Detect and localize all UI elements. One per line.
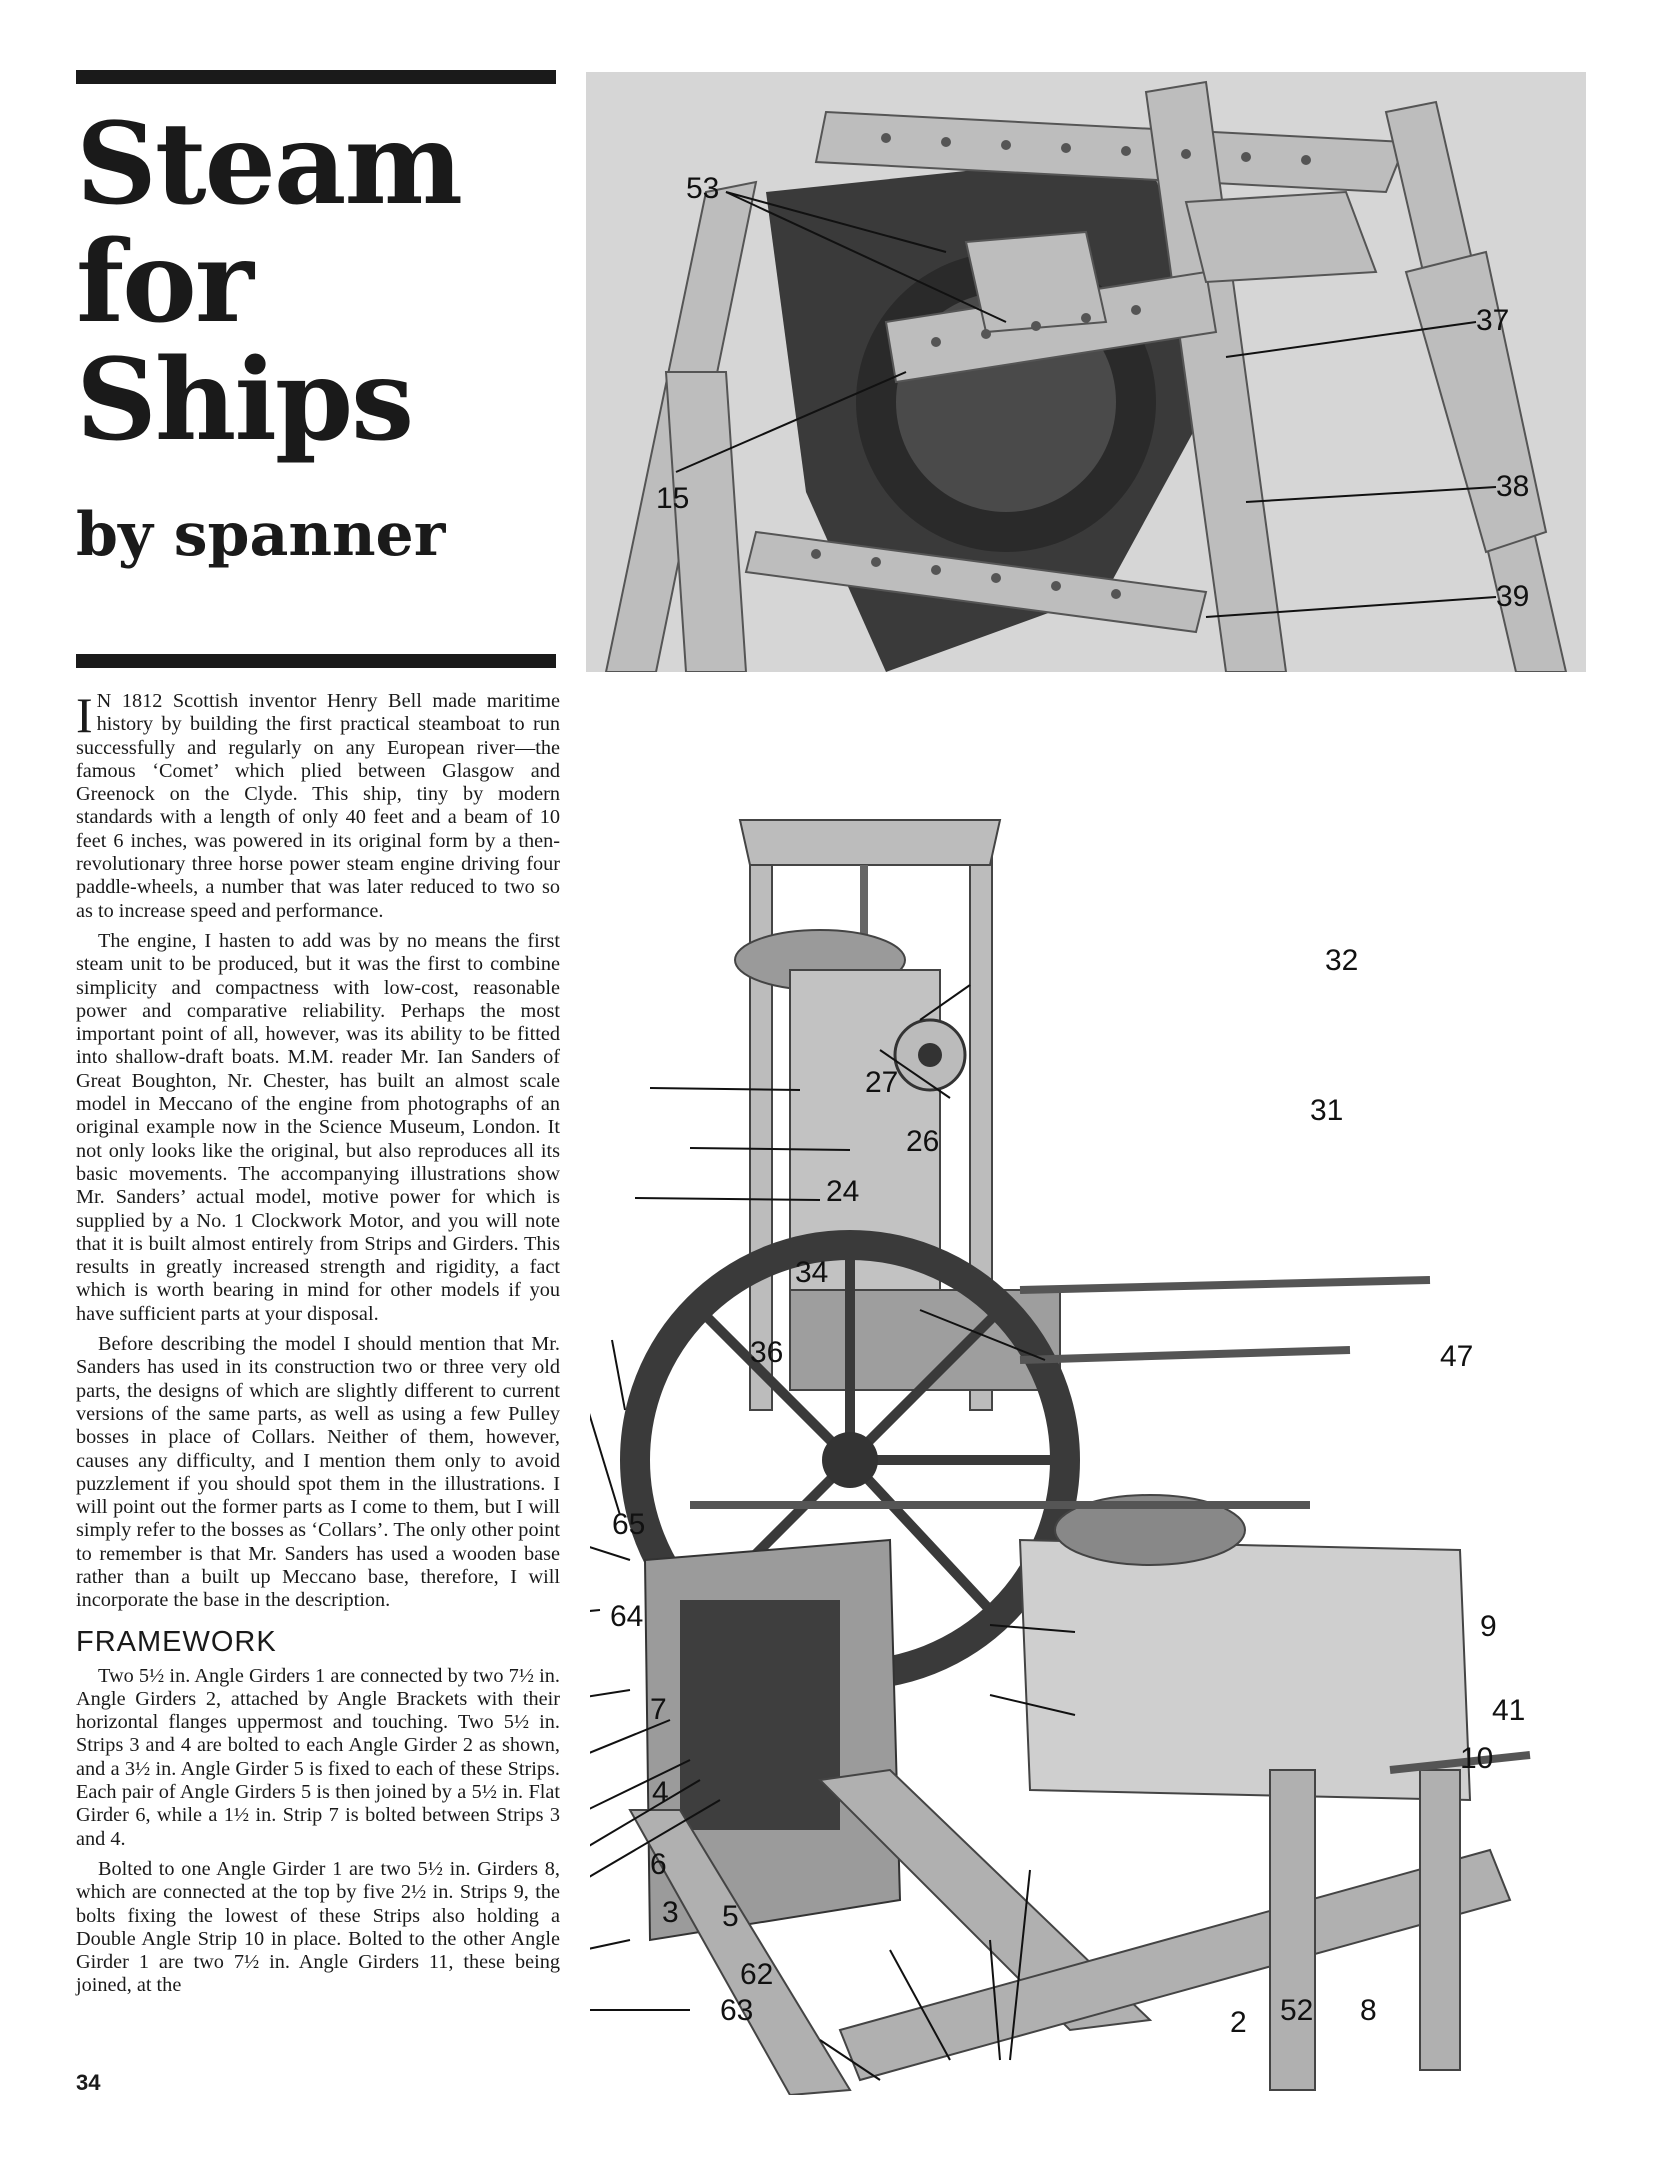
article-body — [76, 687, 560, 2005]
callout-label: 10 — [1460, 1742, 1494, 1775]
callout-label: 37 — [1476, 304, 1510, 337]
title-rule-top — [76, 70, 556, 84]
model-closeup-photo — [586, 72, 1586, 672]
callout-label: 2 — [1230, 2006, 1247, 2039]
callout-label: 4 — [652, 1776, 669, 1809]
callout-label: 8 — [1360, 1994, 1377, 2027]
model-full-photo — [590, 770, 1590, 2095]
title-line-1: Steam — [76, 99, 461, 230]
callout-label: 7 — [650, 1693, 667, 1726]
paragraph-text: N 1812 Scottish inventor Henry Bell made maritime history by building the first practical steamboat to run successfully and regularly on any European river—the famous ‘Comet’ which plied between Glasgow and Greenock on the Clyde. This ship, tiny by modern standards with a length of only 40 feet and a beam of 10 feet 6 inches, was powered in its original form by a then-revolutionary three horse power steam engine driving four paddle-wheels, a number that was later reduced to two so as to increase speed and performance. — [76, 690, 560, 922]
callout-label: 65 — [612, 1508, 646, 1541]
byline: by spanner — [76, 500, 446, 570]
article-title — [76, 99, 556, 466]
model-full-illustration — [590, 770, 1590, 2095]
callout-label: 63 — [720, 1994, 754, 2027]
callout-label: 15 — [656, 482, 690, 515]
callout-label: 47 — [1440, 1340, 1474, 1373]
callout-label: 62 — [740, 1958, 774, 1991]
callout-label: 26 — [906, 1125, 940, 1158]
drop-cap: I — [76, 687, 93, 743]
section-heading: FRAMEWORK — [76, 1625, 277, 1658]
title-line-3: Ships — [76, 335, 413, 466]
callout-label: 32 — [1325, 944, 1359, 977]
article-paragraph: Two 5½ in. Angle Girders 1 are connected by two 7½ in. Angle Girders 2, attached by Angle Brackets with their horizontal flanges uppermost and touching. Two 5½ in. Strips 3 and 4 are bolted to each Angle Girder 2 as shown, and a 3½ in. Angle Girder 5 is fixed to each of these Strips. Each pair of Angle Girders 5 is then joined by a 5½ in. Flat Girder 6, while a 1½ in. Strip 7 is bolted between Strips 3 and 4. — [76, 1664, 560, 1850]
callout-label: 34 — [795, 1256, 829, 1289]
model-closeup-illustration — [586, 72, 1586, 672]
page-number: 34 — [76, 2070, 101, 2095]
callout-label: 38 — [1496, 470, 1530, 503]
callout-label: 52 — [1280, 1994, 1314, 2027]
callout-label: 53 — [686, 172, 720, 205]
callout-label: 6 — [650, 1848, 667, 1881]
callout-label: 31 — [1310, 1094, 1344, 1127]
title-line-2: for — [76, 217, 252, 348]
article-paragraph — [76, 687, 560, 923]
callout-label: 24 — [826, 1175, 860, 1208]
callout-label: 3 — [662, 1896, 679, 1929]
callout-label: 36 — [750, 1336, 784, 1369]
callout-label: 27 — [865, 1066, 899, 1099]
callout-label: 39 — [1496, 580, 1530, 613]
callout-label: 5 — [722, 1900, 739, 1933]
article-paragraph: Before describing the model I should mention that Mr. Sanders has used in its construction two or three very old parts, the designs of which are slightly different to current versions of the same parts, as well as using a few Pulley bosses in place of Collars. Neither of them, however, causes any difficulty, and I mention them only to avoid puzzlement if you should spot them in the illustrations. I will point out the former parts as I come to them, but I will simply refer to the bosses as ‘Collars’. The only other point to remember is that Mr. Sanders has used a wooden base rather than a built up Meccano base, therefore, I will incorporate the base in the description. — [76, 1333, 560, 1612]
title-rule-bottom — [76, 654, 556, 668]
callout-label: 64 — [610, 1600, 644, 1633]
article-paragraph: Bolted to one Angle Girder 1 are two 5½ in. Girders 8, which are connected at the top by five 2½ in. Strips 9, the bolts fixing the lowest of these Strips also holding a Double Angle Strip 10 in place. Bolted to the other Angle Girder 1 are two 7½ in. Angle Girders 11, these being joined, at the — [76, 1857, 560, 1997]
callout-label: 41 — [1492, 1694, 1526, 1727]
article-paragraph: The engine, I hasten to add was by no means the first steam unit to be produced, but it was the first to combine simplicity and compactness with low-cost, reasonable power and comparative reliability. Perhaps the most important point of all, however, was its ability to be fitted into shallow-draft boats. M.M. reader Mr. Ian Sanders of Great Boughton, Nr. Chester, has built an almost scale model in Meccano of the engine from photographs of an original example now in the Science Museum, London. It not only looks like the original, but also reproduces all its basic movements. The accompanying illustrations show Mr. Sanders’ actual model, motive power for which is supplied by a No. 1 Clockwork Motor, and you will note that it is built almost entirely from Strips and Girders. This results in greatly increased strength and rigidity, a fact which is worth bearing in mind for other models if you have sufficient parts at your disposal. — [76, 929, 560, 1325]
callout-label: 9 — [1480, 1610, 1497, 1643]
